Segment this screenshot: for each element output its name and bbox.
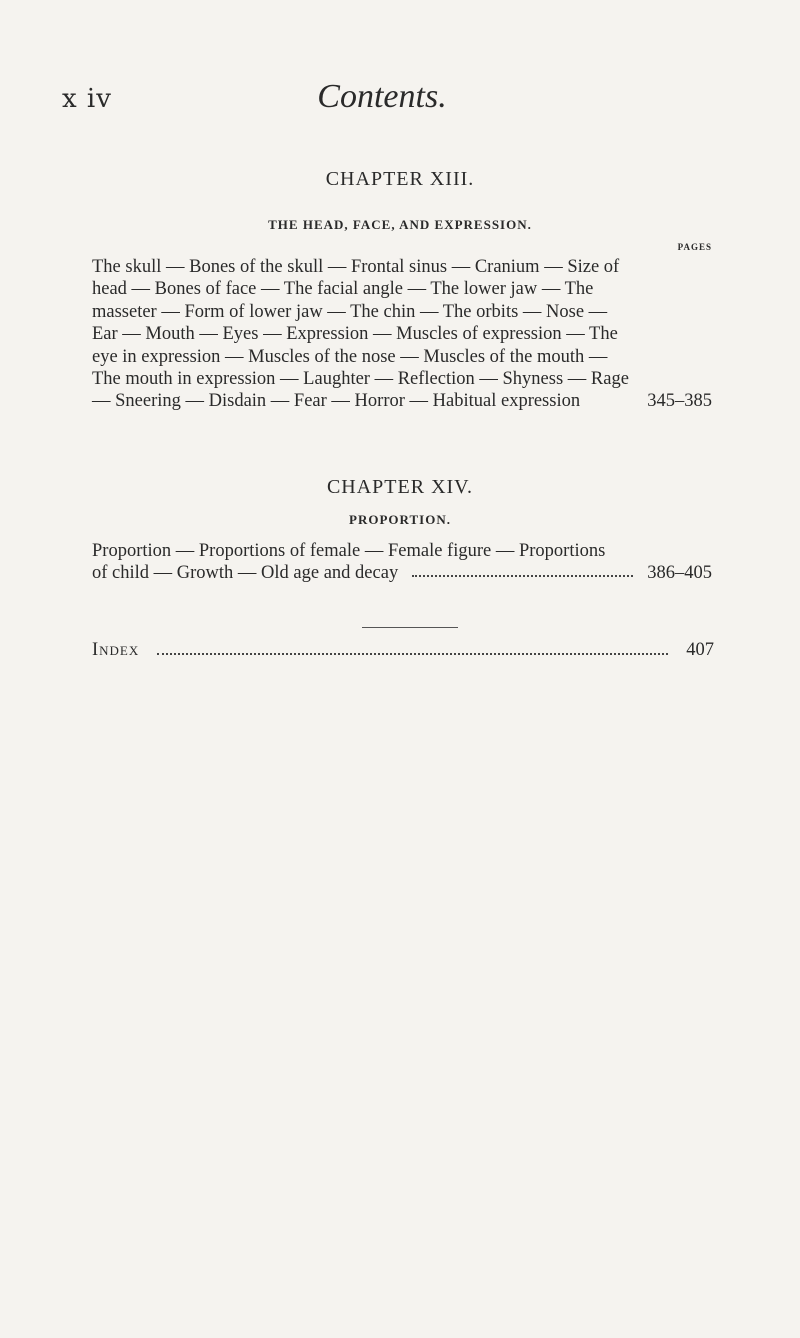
index-page: 407 xyxy=(686,640,714,660)
chapter-13-title: CHAPTER XIII. xyxy=(325,168,475,190)
page-number: x iv xyxy=(62,84,112,114)
dot-leader xyxy=(412,562,633,577)
chapter-14-contents xyxy=(92,540,712,585)
chapter-14-subtitle: PROPORTION. xyxy=(349,512,451,527)
page-range: 386–405 xyxy=(647,563,712,584)
contents-line: eye in expression — Muscles of the nose — Muscles of the mouth — xyxy=(92,346,608,367)
contents-line: head — Bones of face — The facial angle — The lower jaw — The xyxy=(92,279,594,300)
dot-leader xyxy=(157,641,668,655)
contents-line: The mouth in expression — Laughter — Reflection — Shyness — Rage xyxy=(92,369,629,390)
section-divider xyxy=(362,627,458,628)
contents-line-last: — Sneering — Disdain — Fear — Horror — Habitual expression 345–385 xyxy=(92,391,712,412)
contents-line: The skull — Bones of the skull — Frontal sinus — Cranium — Size of xyxy=(92,257,620,277)
index-label: Index xyxy=(92,640,140,660)
index-entry xyxy=(92,640,714,661)
contents-line-last: of child — Growth — Old age and decay 386–405 xyxy=(92,563,712,584)
contents-line: Proportion — Proportions of female — Female figure — Proportions xyxy=(92,541,606,561)
contents-line: masseter — Form of lower jaw — The chin — The orbits — Nose — xyxy=(92,301,608,322)
chapter-13-contents xyxy=(92,256,712,413)
chapter-13-subtitle: THE HEAD, FACE, AND EXPRESSION. xyxy=(268,217,532,232)
running-title: Contents. xyxy=(317,78,447,115)
chapter-14-title: CHAPTER XIV. xyxy=(326,476,474,498)
page-header xyxy=(62,78,702,122)
page-range: 345–385 xyxy=(647,391,712,412)
pages-column-label: PAGES xyxy=(677,242,712,252)
contents-line: Ear — Mouth — Eyes — Expression — Muscles of expression — The xyxy=(92,324,618,345)
